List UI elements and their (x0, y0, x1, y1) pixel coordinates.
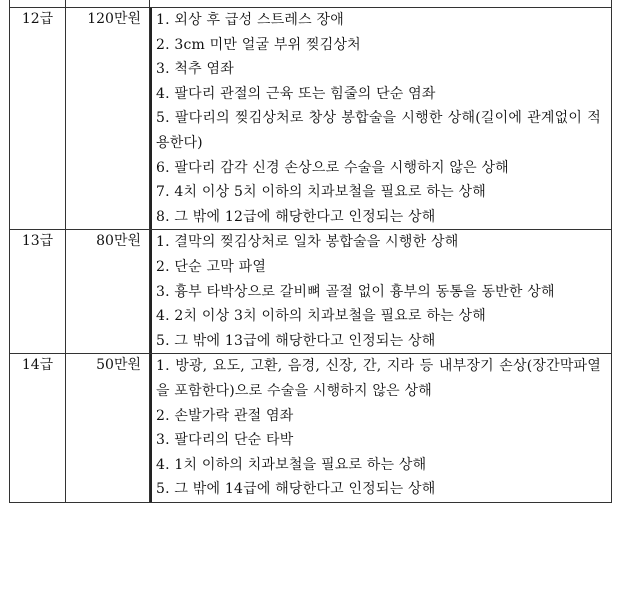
items-cell (150, 354, 612, 503)
table-row (10, 354, 612, 503)
grade-cell: 12급 (10, 8, 66, 230)
amount-cell: 120만원 (66, 8, 150, 230)
grade-cell: 14급 (10, 354, 66, 503)
list-item: 3. 흉부 타박상으로 갈비뼈 골절 없이 흉부의 동통을 동반한 상해 (150, 280, 611, 305)
list-item: 4. 팔다리 관절의 근육 또는 힘줄의 단순 염좌 (150, 82, 611, 107)
list-item: 3. 척추 염좌 (150, 57, 611, 82)
list-item: 1. 결막의 찢김상처로 일차 봉합술을 시행한 상해 (150, 230, 611, 255)
list-item: 1. 외상 후 급성 스트레스 장애 (150, 8, 611, 33)
grade-cell: 13급 (10, 230, 66, 354)
list-item: 5. 팔다리의 찢김상처로 창상 봉합술을 시행한 상해(길이에 관계없이 적용한다) (150, 106, 611, 155)
list-item: 6. 팔다리 감각 신경 손상으로 수술을 시행하지 않은 상해 (150, 156, 611, 181)
list-item: 5. 그 밖에 13급에 해당한다고 인정되는 상해 (150, 329, 611, 354)
table-row (10, 8, 612, 230)
table-row (10, 230, 612, 354)
items-cell (150, 8, 612, 230)
list-item: 8. 그 밖에 12급에 해당한다고 인정되는 상해 (150, 205, 611, 230)
list-item: 1. 방광, 요도, 고환, 음경, 신장, 간, 지라 등 내부장기 손상(장간막파열을 포함한다)으로 수술을 시행하지 않은 상해 (150, 354, 611, 403)
list-item: 2. 단순 고막 파열 (150, 255, 611, 280)
list-item: 3. 팔다리의 단순 타박 (150, 428, 611, 453)
table-top-edge (10, 0, 612, 8)
list-item: 2. 손발가락 관절 염좌 (150, 404, 611, 429)
items-cell (150, 230, 612, 354)
amount-cell: 80만원 (66, 230, 150, 354)
list-item: 4. 2치 이상 3치 이하의 치과보철을 필요로 하는 상해 (150, 304, 611, 329)
list-item: 2. 3cm 미만 얼굴 부위 찢김상처 (150, 33, 611, 58)
injury-grade-table (9, 0, 612, 503)
list-item: 7. 4치 이상 5치 이하의 치과보철을 필요로 하는 상해 (150, 180, 611, 205)
list-item: 5. 그 밖에 14급에 해당한다고 인정되는 상해 (150, 477, 611, 502)
list-item: 4. 1치 이하의 치과보철을 필요로 하는 상해 (150, 453, 611, 478)
amount-cell: 50만원 (66, 354, 150, 503)
